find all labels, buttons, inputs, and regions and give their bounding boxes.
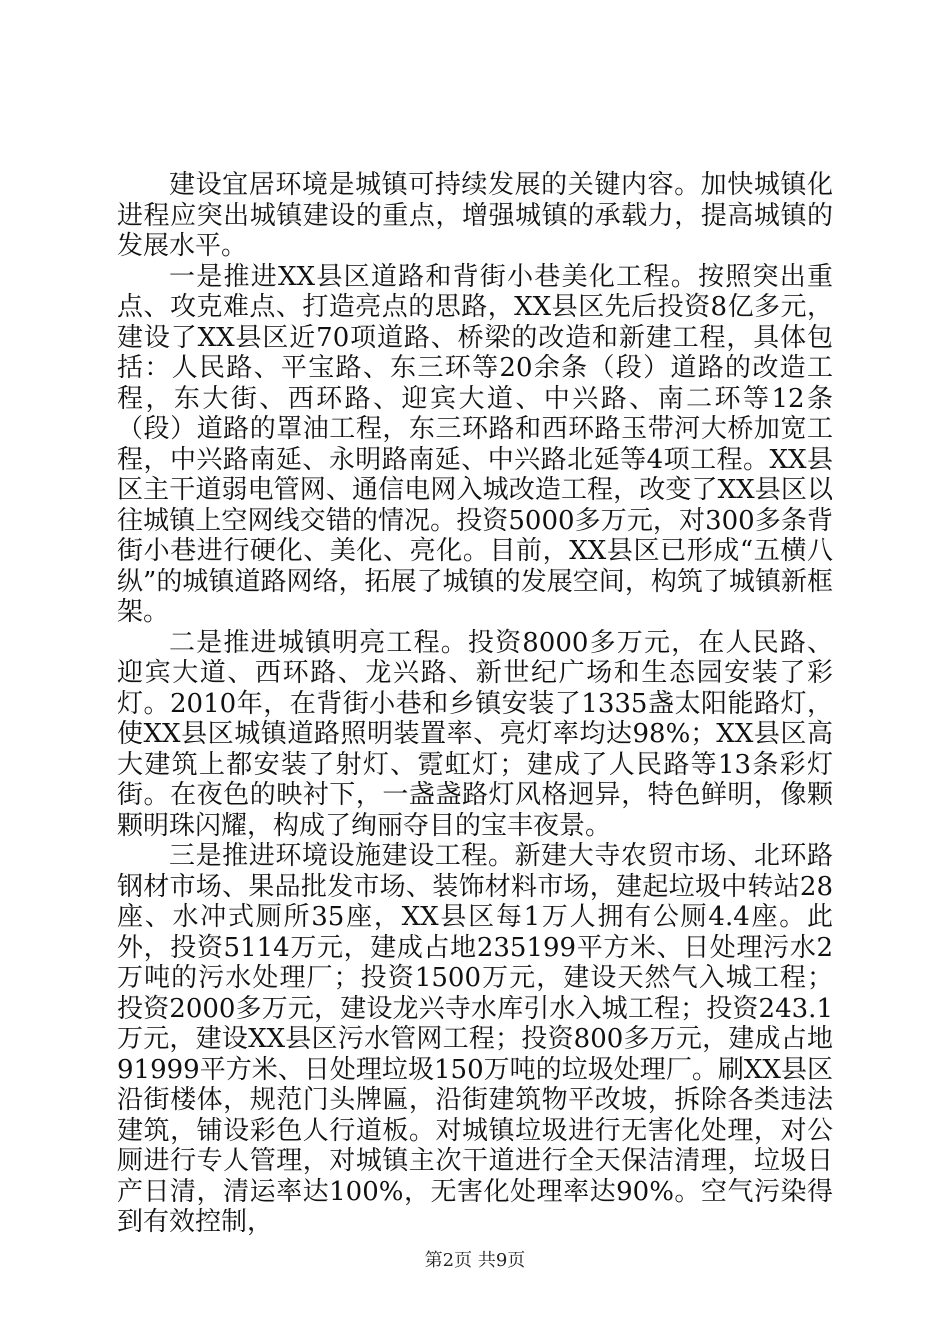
paragraph-facilities: 三是推进环境设施建设工程。新建大寺农贸市场、北环路钢材市场、果品批发市场、装饰材料市场，建起垃圾中转站28座、水冲式厕所35座，XX县区每1万人拥有公厕4.4座。此外，投资5114万元，建成占地235199平方米、日处理污水2万吨的污水处理厂；投资1500万元，建设天然气入城工程；投资2000多万元，建设龙兴寺水库引水入城工程；投资243.1万元，建设XX县区污水管网工程；投资800多万元，建成占地91999平方米、日处理垃圾150万吨的垃圾处理厂。刷XX县区沿街楼体，规范门头牌匾，沿街建筑物平改坡，拆除各类违法建筑，铺设彩色人行道板。对城镇垃圾进行无害化处理，对公厕进行专人管理，对城镇主次干道进行全天保洁清理，垃圾日产日清，清运率达100%，无害化处理率达90%。空气污染得到有效控制，	[117, 841, 833, 1237]
document-body	[117, 170, 833, 1238]
page-number-footer: 第2页 共9页	[424, 1250, 526, 1271]
paragraph-roads: 一是推进XX县区道路和背街小巷美化工程。按照突出重点、攻克难点、打造亮点的思路，XX县区先后投资8亿多元，建设了XX县区近70项道路、桥梁的改造和新建工程，具体包括：人民路、平宝路、东三环等20余条（段）道路的改造工程，东大街、西环路、迎宾大道、中兴路、南二环等12条（段）道路的罩油工程，东三环路和西环路玉带河大桥加宽工程，中兴路南延、永明路南延、中兴路北延等4项工程。XX县区主干道弱电管网、通信电网入城改造工程，改变了XX县区以往城镇上空网线交错的情况。投资5000多万元，对300多条背街小巷进行硬化、美化、亮化。目前，XX县区已形成“五横八纵”的城镇道路网络，拓展了城镇的发展空间，构筑了城镇新框架。	[117, 261, 833, 627]
paragraph-lighting: 二是推进城镇明亮工程。投资8000多万元，在人民路、迎宾大道、西环路、龙兴路、新世纪广场和生态园安装了彩灯。2010年，在背街小巷和乡镇安装了1335盏太阳能路灯，使XX县区城镇道路照明装置率、亮灯率均达98%；XX县区高大建筑上都安装了射灯、霓虹灯；建成了人民路等13条彩灯街。在夜色的映衬下，一盏盏路灯风格迥异，特色鲜明，像颗颗明珠闪耀，构成了绚丽夺目的宝丰夜景。	[117, 627, 833, 841]
paragraph-intro: 建设宜居环境是城镇可持续发展的关键内容。加快城镇化进程应突出城镇建设的重点，增强城镇的承载力，提高城镇的发展水平。	[117, 170, 833, 261]
